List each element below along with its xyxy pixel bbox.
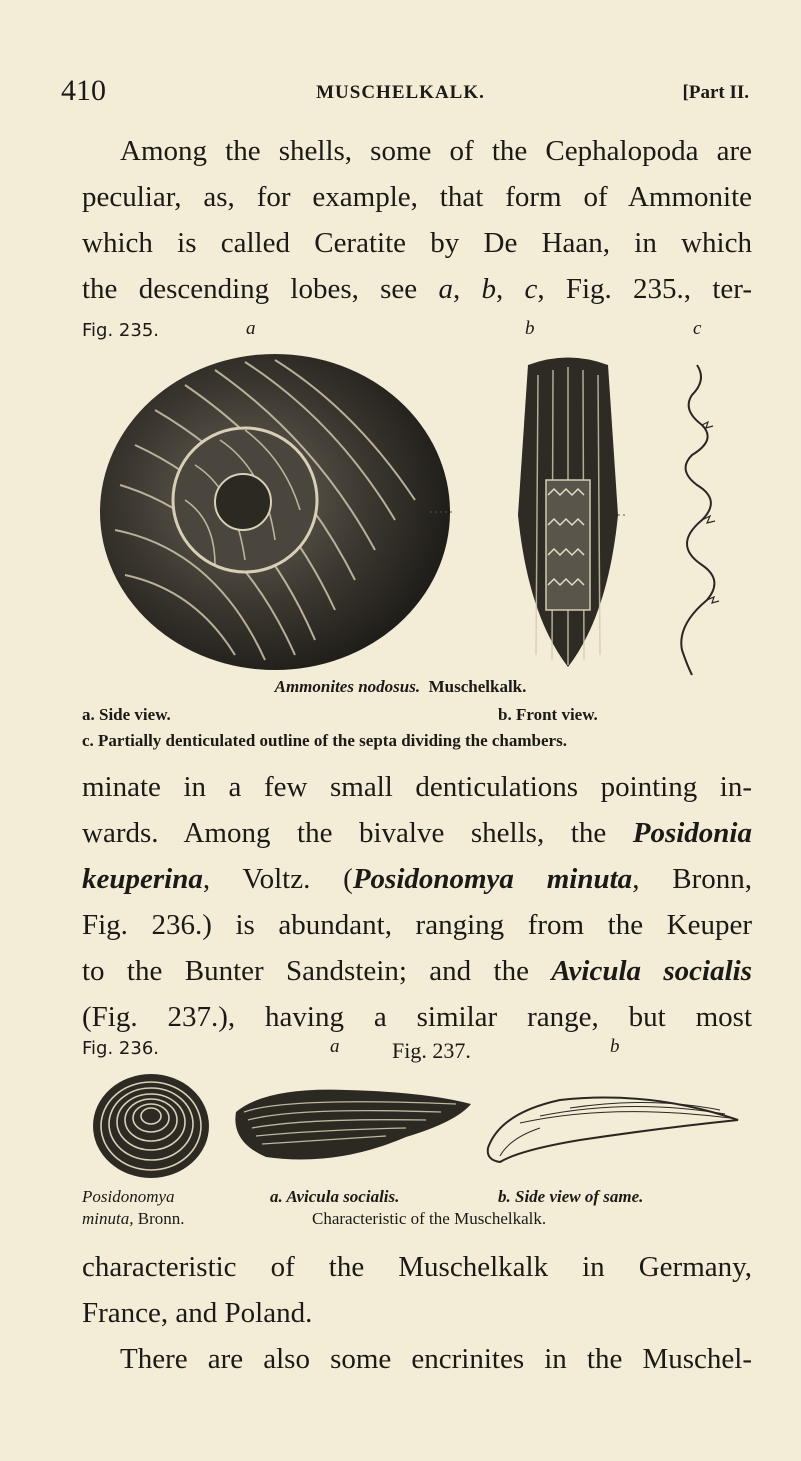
fig-237-caption-line2: Characteristic of the Muschelkalk. <box>312 1209 547 1228</box>
fig-236-caption-line1: Posidonomya <box>82 1187 175 1206</box>
fig-235-letter-a: a <box>246 318 256 339</box>
text-line: There are also some encrinites in the Muschel- <box>120 1343 752 1375</box>
avicula-shell-illustration <box>226 1082 476 1172</box>
fig-235-caption-a: a. Side view. <box>82 705 171 724</box>
fig-235-caption-c: c. Partially denticulated outline of the septa dividing the chambers. <box>82 731 567 750</box>
ammonite-front-view-illustration <box>508 355 628 673</box>
page-header <box>0 74 801 114</box>
text-line: which is called Ceratite by De Haan, in which <box>82 227 752 259</box>
paragraph-1 <box>82 128 752 312</box>
text-line: wards. Among the bivalve shells, the Posidonia <box>82 817 752 849</box>
page-number: 410 <box>61 74 106 107</box>
text-line: France, and Poland. <box>82 1297 313 1329</box>
text-line: peculiar, as, for example, that form of Ammonite <box>82 181 752 213</box>
ammonite-side-view-illustration <box>95 350 455 675</box>
fig-235-letter-b: b <box>525 318 535 339</box>
text-line: Fig. 236.) is abundant, ranging from the Keuper <box>82 909 752 941</box>
posidonomya-shell-illustration <box>88 1068 214 1180</box>
fig-235-caption-b: b. Front view. <box>498 705 598 724</box>
fig-237-caption-b: b. Side view of same. <box>498 1187 644 1206</box>
text-line: minate in a few small denticulations pointing in- <box>82 771 752 803</box>
fig-235-letter-c: c <box>693 318 702 339</box>
text-line: the descending lobes, see a, b, c, Fig. 235., ter- <box>82 273 752 305</box>
fig-236-label: Fig. 236. <box>82 1038 159 1059</box>
fig-237-letter-b: b <box>610 1036 620 1057</box>
fig-235-caption: Ammonites nodosus. Muschelkalk. <box>274 677 527 696</box>
text-line: to the Bunter Sandstein; and the Avicula socialis <box>82 955 752 987</box>
fig-237-label: Fig. 237. <box>392 1038 471 1063</box>
running-title: MUSCHELKALK. <box>316 82 485 103</box>
paragraph-2 <box>82 764 752 1040</box>
fig-235-label: Fig. 235. <box>82 320 159 341</box>
fig-236-caption-line2: minuta, Bronn. <box>82 1209 185 1228</box>
text-line: characteristic of the Muschelkalk in Germany, <box>82 1251 752 1283</box>
text-line: (Fig. 237.), having a similar range, but most <box>82 1001 752 1033</box>
part-label: [Part II. <box>682 82 749 103</box>
septa-outline-illustration <box>662 360 732 678</box>
text-line: keuperina, Voltz. (Posidonomya minuta, Bronn, <box>82 863 753 895</box>
avicula-side-view-illustration <box>480 1088 745 1166</box>
fig-237-caption-a: a. Avicula socialis. <box>270 1187 400 1206</box>
fig-237-letter-a: a <box>330 1036 340 1057</box>
paragraph-3 <box>82 1244 752 1382</box>
text-line: Among the shells, some of the Cephalopoda are <box>120 135 752 167</box>
